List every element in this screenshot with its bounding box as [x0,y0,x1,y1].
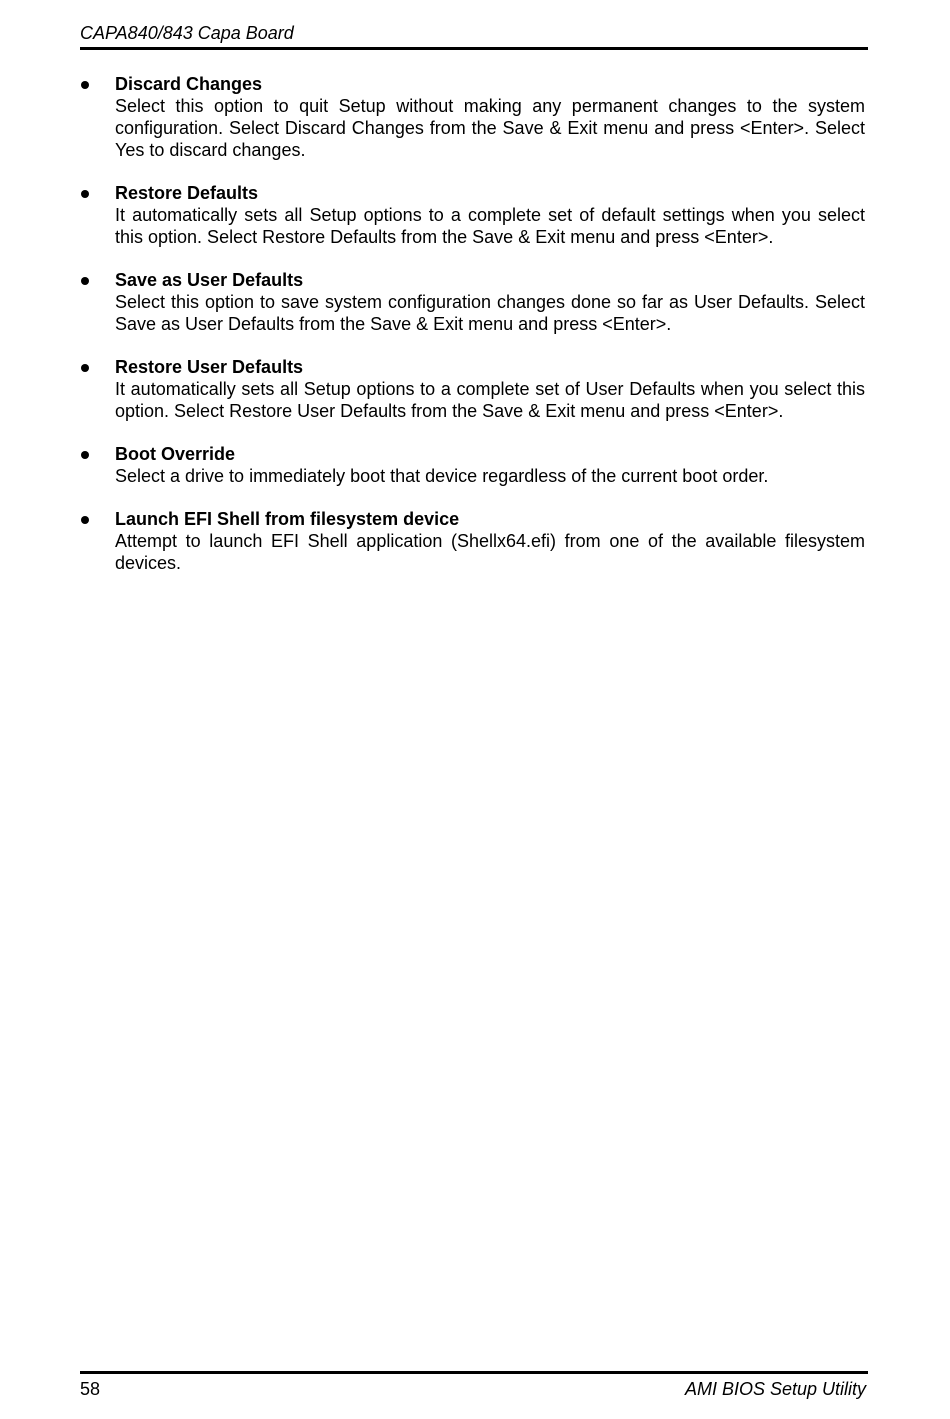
item-title: Boot Override [115,444,236,464]
list-item-discard-changes [80,73,865,161]
bullet-icon [81,190,89,198]
list-item-restore-user-defaults [80,356,865,422]
bullet-list [80,73,865,595]
item-description: Select this option to quit Setup without making any permanent changes to the system configuration. Select Discard Changes from the Save & Exit menu and press <Enter>. Select Yes to discard changes. [115,96,865,160]
item-title: Launch EFI Shell from filesystem device [115,509,460,529]
list-item-boot-override [80,443,865,487]
item-description: It automatically sets all Setup options to a complete set of User Defaults when you select this option. Select Restore User Defaults from the Save & Exit menu and press <Enter>. [115,379,865,421]
list-item-restore-defaults [80,182,865,248]
bullet-icon [81,451,89,459]
footer-title: AMI BIOS Setup Utility [684,1379,866,1399]
item-title: Save as User Defaults [115,270,304,290]
bullet-icon [81,277,89,285]
list-item-launch-efi-shell [80,508,865,574]
item-description: Attempt to launch EFI Shell application (Shellx64.efi) from one of the available filesystem devices. [115,531,865,573]
footer-divider [80,1371,868,1374]
page-header-title: CAPA840/843 Capa Board [80,23,294,43]
page-number: 58 [80,1379,101,1399]
item-title: Discard Changes [115,74,263,94]
bullet-icon [81,81,89,89]
item-title: Restore User Defaults [115,357,304,377]
header-divider [80,47,868,50]
item-description: Select this option to save system configuration changes done so far as User Defaults. Select Save as User Defaults from the Save & Exit menu and press <Enter>. [115,292,865,334]
bullet-icon [81,364,89,372]
item-title: Restore Defaults [115,183,259,203]
list-item-save-as-user-defaults [80,269,865,335]
item-description: It automatically sets all Setup options to a complete set of default settings when you select this option. Select Restore Defaults from the Save & Exit menu and press <Enter>. [115,205,865,247]
bullet-icon [81,516,89,524]
item-description: Select a drive to immediately boot that device regardless of the current boot order. [115,466,769,486]
